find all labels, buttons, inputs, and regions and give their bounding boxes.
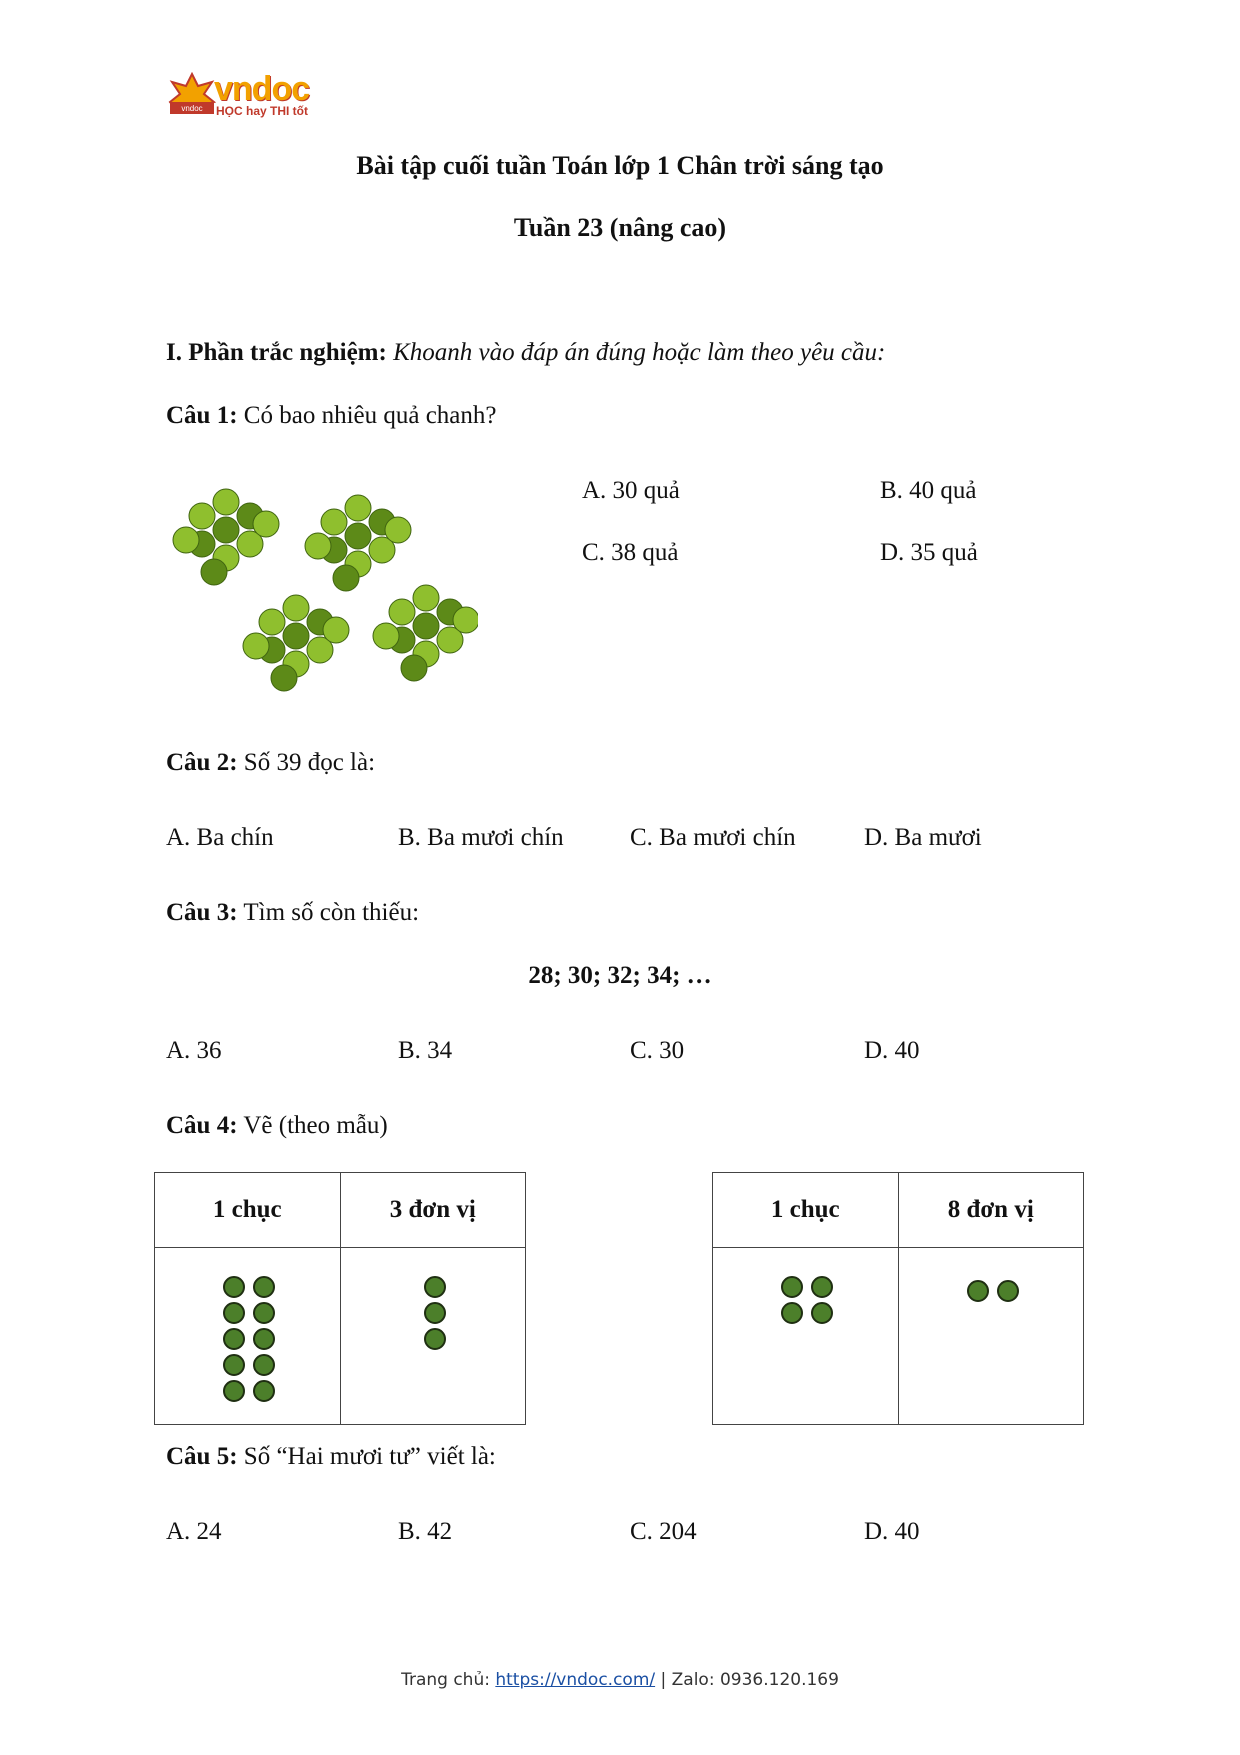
q3-option-a[interactable]: A. 36 — [166, 1037, 222, 1064]
counter-dot — [424, 1328, 446, 1350]
lime-fruit — [333, 565, 359, 591]
q1-option-c[interactable]: C. 38 quả — [582, 539, 679, 566]
counter-dot — [811, 1276, 833, 1298]
logo-tagline: HỌC hay THI tốt — [216, 104, 308, 118]
logo-brand: vndoc — [214, 70, 310, 108]
question-4-text: Vẽ (theo mẫu) — [243, 1112, 388, 1139]
counter-dot — [781, 1302, 803, 1324]
q3-option-d[interactable]: D. 40 — [864, 1037, 920, 1064]
counter-dot — [424, 1276, 446, 1298]
lime-fruit — [201, 559, 227, 585]
table2-units-dots — [899, 1248, 1084, 1302]
table1-units-cell — [340, 1248, 525, 1425]
lime-picture — [168, 478, 478, 708]
section-label: I. Phần trắc nghiệm: — [166, 339, 387, 366]
counter-dot — [253, 1354, 275, 1376]
lime-fruit — [283, 623, 309, 649]
q2-option-d[interactable]: D. Ba mươi — [864, 824, 982, 851]
lime-fruit — [305, 533, 331, 559]
table1-tens-cell — [155, 1248, 341, 1425]
counter-dot — [223, 1328, 245, 1350]
number-sequence: 28; 30; 32; 34; … — [528, 962, 712, 989]
q5-option-a[interactable]: A. 24 — [166, 1518, 222, 1545]
footer-home-link[interactable]: https://vndoc.com/ — [495, 1670, 656, 1690]
question-3 — [166, 898, 419, 928]
question-4-label: Câu 4: — [166, 1112, 238, 1139]
counter-dot — [967, 1280, 989, 1302]
lime-fruit — [253, 511, 279, 537]
counter-dot — [253, 1328, 275, 1350]
lime-fruit — [243, 633, 269, 659]
lime-fruit — [413, 613, 439, 639]
q2-option-a[interactable]: A. Ba chín — [166, 824, 274, 851]
lime-fruit — [271, 665, 297, 691]
limes-illustration — [168, 478, 478, 708]
table1-units-dots — [341, 1248, 525, 1350]
table2-tens-cell[interactable] — [713, 1248, 899, 1425]
counter-dot — [223, 1302, 245, 1324]
table1-header-tens: 1 chục — [155, 1173, 341, 1248]
question-5-label: Câu 5: — [166, 1443, 238, 1470]
logo-emblem-icon — [168, 72, 216, 118]
footer-prefix: Trang chủ: — [401, 1670, 490, 1690]
lime-fruit — [413, 585, 439, 611]
question-4 — [166, 1111, 388, 1141]
lime-fruit — [389, 599, 415, 625]
counter-dot — [424, 1302, 446, 1324]
question-1-label: Câu 1: — [166, 402, 238, 429]
q3-option-c[interactable]: C. 30 — [630, 1037, 685, 1064]
counter-dot — [253, 1302, 275, 1324]
table2-header-units: 8 đơn vị — [898, 1173, 1084, 1248]
q3-option-b[interactable]: B. 34 — [398, 1037, 453, 1064]
counter-dot — [223, 1380, 245, 1402]
question-1 — [166, 401, 497, 431]
lime-fruit — [373, 623, 399, 649]
table2-header-tens: 1 chục — [713, 1173, 899, 1248]
counter-dot — [253, 1380, 275, 1402]
table2-units-cell[interactable] — [898, 1248, 1084, 1425]
counter-dot — [223, 1276, 245, 1298]
lime-fruit — [345, 495, 371, 521]
counter-dot — [781, 1276, 803, 1298]
lime-fruit — [321, 509, 347, 535]
q2-option-b[interactable]: B. Ba mươi chín — [398, 824, 564, 851]
question-3-label: Câu 3: — [166, 899, 238, 926]
page-footer — [0, 1670, 1240, 1690]
lime-fruit — [189, 503, 215, 529]
question-3-text: Tìm số còn thiếu: — [243, 899, 420, 926]
lime-fruit — [453, 607, 478, 633]
counter-dot — [811, 1302, 833, 1324]
counter-dot — [223, 1354, 245, 1376]
lime-fruit — [259, 609, 285, 635]
logo-badge-text: vndoc — [181, 104, 203, 113]
lime-fruit — [213, 517, 239, 543]
lime-fruit — [213, 489, 239, 515]
section-instruction: Khoanh vào đáp án đúng hoặc làm theo yêu cầu: — [393, 339, 886, 366]
counter-dot — [997, 1280, 1019, 1302]
lime-fruit — [173, 527, 199, 553]
q1-option-b[interactable]: B. 40 quả — [880, 477, 977, 504]
lime-fruit — [283, 595, 309, 621]
lime-fruit — [345, 523, 371, 549]
q5-option-c[interactable]: C. 204 — [630, 1518, 697, 1545]
section-heading — [166, 338, 885, 368]
table1-tens-dots — [155, 1248, 340, 1402]
footer-contact: | Zalo: 0936.120.169 — [660, 1670, 839, 1690]
lime-fruit — [385, 517, 411, 543]
q1-option-d[interactable]: D. 35 quả — [880, 539, 978, 566]
table1-header-units: 3 đơn vị — [340, 1173, 525, 1248]
page-subtitle: Tuần 23 (nâng cao) — [513, 213, 727, 242]
counter-dot — [253, 1276, 275, 1298]
question-5 — [166, 1442, 496, 1472]
lime-fruit — [401, 655, 427, 681]
question-1-text: Có bao nhiêu quả chanh? — [243, 402, 497, 429]
vndoc-logo — [168, 72, 318, 120]
question-5-text: Số “Hai mươi tư” viết là: — [243, 1443, 496, 1470]
question-2-text: Số 39 đọc là: — [243, 749, 376, 776]
place-value-table-1 — [154, 1172, 526, 1425]
lime-fruit — [323, 617, 349, 643]
q5-option-d[interactable]: D. 40 — [864, 1518, 920, 1545]
q1-option-a[interactable]: A. 30 quả — [582, 477, 680, 504]
question-2 — [166, 748, 375, 778]
place-value-table-2 — [712, 1172, 1084, 1425]
q2-option-c[interactable]: C. Ba mươi chín — [630, 824, 796, 851]
question-2-label: Câu 2: — [166, 749, 238, 776]
q5-option-b[interactable]: B. 42 — [398, 1518, 453, 1545]
page-title: Bài tập cuối tuần Toán lớp 1 Chân trời sáng tạo — [356, 151, 884, 180]
table2-tens-dots — [713, 1248, 898, 1324]
